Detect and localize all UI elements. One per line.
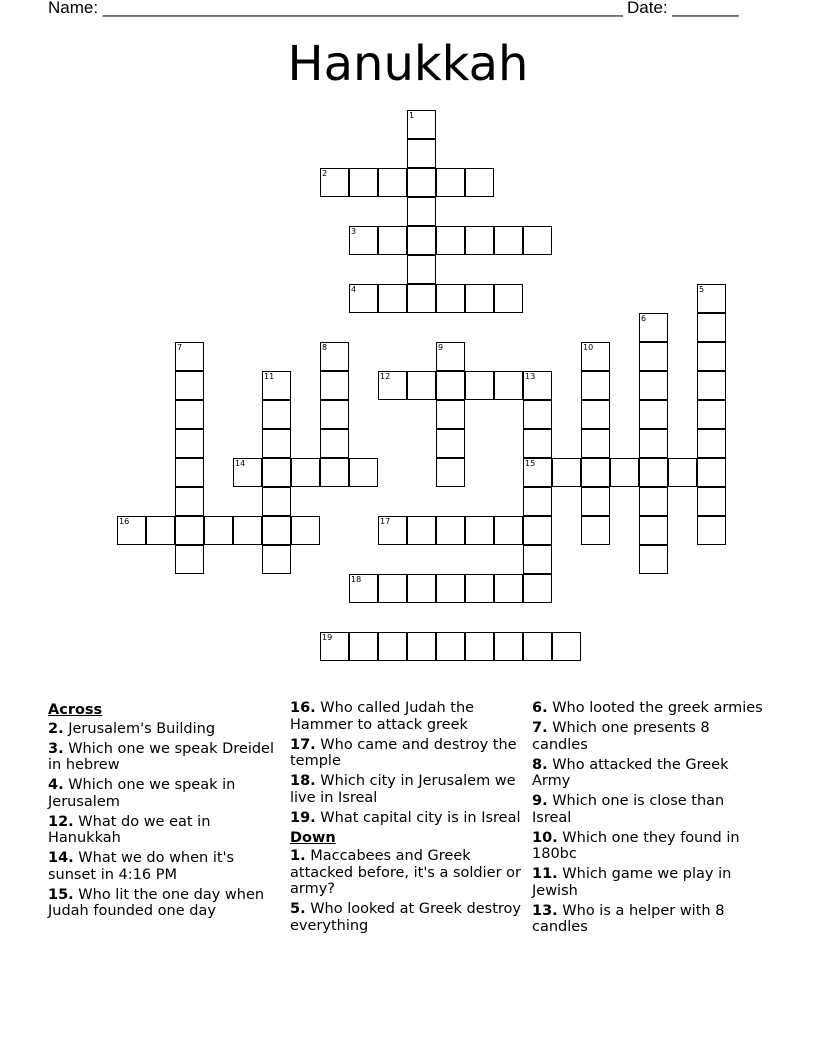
grid-cell[interactable] <box>378 168 407 197</box>
grid-cell[interactable] <box>494 226 523 255</box>
grid-cell[interactable] <box>436 371 465 400</box>
clue-number: 11. <box>532 866 558 882</box>
clue-down-9 <box>532 793 764 826</box>
grid-cell[interactable] <box>262 545 291 574</box>
clue-across-12 <box>48 814 280 847</box>
grid-cell[interactable] <box>378 284 407 313</box>
grid-cell[interactable] <box>407 226 436 255</box>
grid-cell[interactable] <box>262 487 291 516</box>
grid-cell[interactable] <box>639 400 668 429</box>
cell-number: 6 <box>641 314 647 323</box>
grid-cell[interactable] <box>639 429 668 458</box>
grid-cell[interactable] <box>407 574 436 603</box>
cell-number: 1 <box>409 111 415 120</box>
grid-cell[interactable] <box>697 342 726 371</box>
grid-cell[interactable] <box>465 168 494 197</box>
clue-number: 7. <box>532 720 548 736</box>
grid-cell[interactable] <box>552 458 581 487</box>
clue-text: Who is a helper with 8 candles <box>532 902 725 935</box>
grid-cell[interactable] <box>639 371 668 400</box>
clue-number: 15. <box>48 886 74 903</box>
cell-number: 13 <box>525 372 536 381</box>
grid-cell[interactable] <box>436 574 465 603</box>
grid-cell[interactable] <box>407 632 436 661</box>
clue-number: 19. <box>290 809 316 826</box>
clue-across-2 <box>48 721 280 738</box>
across-heading: Across <box>48 702 103 718</box>
grid-cell[interactable] <box>697 400 726 429</box>
grid-cell[interactable] <box>262 516 291 545</box>
grid-cell[interactable] <box>175 400 204 429</box>
grid-cell[interactable] <box>262 400 291 429</box>
grid-cell[interactable] <box>204 516 233 545</box>
grid-cell[interactable] <box>378 574 407 603</box>
grid-cell[interactable] <box>494 284 523 313</box>
grid-cell[interactable] <box>175 429 204 458</box>
down-heading: Down <box>290 829 336 846</box>
grid-cell[interactable] <box>697 487 726 516</box>
clue-text: Which one we speak Dreidel in hebrew <box>48 740 275 773</box>
grid-cell[interactable] <box>436 458 465 487</box>
grid-cell[interactable] <box>465 516 494 545</box>
clue-down-10 <box>532 830 764 863</box>
grid-cell[interactable] <box>175 516 204 545</box>
cell-number: 17 <box>380 517 391 526</box>
grid-cell[interactable] <box>697 429 726 458</box>
grid-cell[interactable] <box>436 516 465 545</box>
clue-text: Who came and destroy the temple <box>290 736 517 769</box>
page-title: Hanukkah <box>287 36 529 92</box>
grid-cell[interactable] <box>697 313 726 342</box>
cell-number: 4 <box>351 285 357 294</box>
clue-column-1 <box>48 700 280 923</box>
grid-cell[interactable] <box>581 371 610 400</box>
grid-cell[interactable] <box>465 574 494 603</box>
grid-cell[interactable] <box>175 545 204 574</box>
cell-number: 14 <box>235 459 246 468</box>
grid-cell[interactable] <box>494 371 523 400</box>
cell-number: 7 <box>177 343 183 352</box>
clue-text: Which city in Jerusalem we live in Isreal <box>290 773 516 806</box>
grid-cell[interactable] <box>233 516 262 545</box>
clue-across-19 <box>290 810 522 827</box>
clue-number: 17. <box>290 736 316 753</box>
clue-number: 14. <box>48 850 74 866</box>
cell-number: 12 <box>380 372 391 381</box>
grid-cell[interactable] <box>465 284 494 313</box>
grid-cell[interactable] <box>175 487 204 516</box>
grid-cell[interactable] <box>320 371 349 400</box>
grid-cell[interactable] <box>581 516 610 545</box>
cell-number: 5 <box>699 285 705 294</box>
grid-cell[interactable] <box>320 429 349 458</box>
grid-cell[interactable] <box>465 371 494 400</box>
grid-cell[interactable] <box>349 632 378 661</box>
grid-cell[interactable] <box>523 516 552 545</box>
clue-text: Which game we play in Jewish <box>532 866 732 899</box>
grid-cell[interactable] <box>407 139 436 168</box>
clue-text: Who looted the greek armies <box>552 700 763 716</box>
grid-cell[interactable] <box>436 632 465 661</box>
clue-across-15 <box>48 887 280 920</box>
clue-number: 1. <box>290 848 306 864</box>
clue-text: Which one is close than Isreal <box>532 793 725 826</box>
grid-cell[interactable] <box>668 458 697 487</box>
grid-cell[interactable] <box>465 632 494 661</box>
clue-number: 5. <box>290 901 306 917</box>
clue-text: Which one they found in 180bc <box>532 829 740 862</box>
grid-cell[interactable] <box>697 371 726 400</box>
grid-cell[interactable] <box>494 574 523 603</box>
clue-number: 13. <box>532 902 558 919</box>
cell-number: 2 <box>322 169 328 178</box>
grid-cell[interactable] <box>407 284 436 313</box>
grid-cell[interactable] <box>436 429 465 458</box>
clue-down-7 <box>532 720 764 753</box>
clue-number: 10. <box>532 829 558 846</box>
clue-text: Who attacked the Greek Army <box>532 756 729 789</box>
clue-across-14 <box>48 850 280 883</box>
grid-cell[interactable] <box>175 371 204 400</box>
clue-number: 2. <box>48 720 64 737</box>
grid-cell[interactable] <box>407 168 436 197</box>
grid-cell[interactable] <box>697 516 726 545</box>
grid-cell[interactable] <box>407 516 436 545</box>
cell-number: 19 <box>322 633 333 642</box>
clue-text: What capital city is in Isreal <box>320 809 521 826</box>
cell-number: 16 <box>119 517 130 526</box>
grid-cell[interactable] <box>407 197 436 226</box>
clue-across-3 <box>48 741 280 774</box>
grid-cell[interactable] <box>523 632 552 661</box>
grid-cell[interactable] <box>407 371 436 400</box>
clue-down-1 <box>290 848 522 898</box>
clue-number: 9. <box>532 793 548 809</box>
grid-cell[interactable] <box>639 458 668 487</box>
grid-cell[interactable] <box>465 226 494 255</box>
cell-number: 18 <box>351 575 362 584</box>
grid-cell[interactable] <box>349 458 378 487</box>
grid-cell[interactable] <box>639 342 668 371</box>
grid-cell[interactable] <box>291 458 320 487</box>
clue-number: 8. <box>532 756 548 773</box>
cell-number: 9 <box>438 343 444 352</box>
clue-across-16 <box>290 700 522 733</box>
grid-cell[interactable] <box>639 487 668 516</box>
grid-cell[interactable] <box>407 255 436 284</box>
clue-text: Which one presents 8 candles <box>532 720 710 753</box>
grid-cell[interactable] <box>436 400 465 429</box>
clue-down-11 <box>532 866 764 899</box>
clue-text: Jerusalem's Building <box>68 720 216 737</box>
grid-cell[interactable] <box>494 516 523 545</box>
clue-down-6 <box>532 700 764 717</box>
clue-number: 3. <box>48 740 64 757</box>
grid-cell[interactable] <box>436 284 465 313</box>
name-field-line: Name: _______________________________________________________ <box>48 0 623 17</box>
clue-across-17 <box>290 737 522 770</box>
grid-cell[interactable] <box>581 487 610 516</box>
grid-cell[interactable] <box>639 545 668 574</box>
grid-cell[interactable] <box>523 574 552 603</box>
cell-number: 15 <box>525 459 536 468</box>
grid-cell[interactable] <box>610 458 639 487</box>
grid-cell[interactable] <box>436 226 465 255</box>
clue-text: Maccabees and Greek attacked before, it's a soldier or army? <box>290 848 521 897</box>
grid-cell[interactable] <box>523 487 552 516</box>
grid-cell[interactable] <box>639 516 668 545</box>
grid-cell[interactable] <box>378 632 407 661</box>
grid-cell[interactable] <box>697 458 726 487</box>
cell-number: 11 <box>264 372 275 381</box>
grid-cell[interactable] <box>436 168 465 197</box>
clue-text: Who called Judah the Hammer to attack greek <box>290 700 475 733</box>
cell-number: 8 <box>322 343 328 352</box>
clue-number: 12. <box>48 813 74 830</box>
grid-cell[interactable] <box>349 168 378 197</box>
clue-text: Who lit the one day when Judah founded one day <box>48 886 265 919</box>
grid-cell[interactable] <box>523 226 552 255</box>
clue-across-4 <box>48 777 280 810</box>
clue-column-3 <box>532 700 764 939</box>
clue-down-5 <box>290 901 522 934</box>
clue-number: 6. <box>532 700 548 716</box>
grid-cell[interactable] <box>494 632 523 661</box>
grid-cell[interactable] <box>523 400 552 429</box>
grid-cell[interactable] <box>523 545 552 574</box>
date-field-line: Date: _______ <box>627 0 739 17</box>
clue-number: 16. <box>290 700 316 716</box>
clue-column-2 <box>290 700 522 938</box>
clue-number: 18. <box>290 773 316 789</box>
grid-cell[interactable] <box>581 458 610 487</box>
clue-down-13 <box>532 903 764 936</box>
clue-text: What we do when it's sunset in 4:16 PM <box>48 850 235 883</box>
grid-cell[interactable] <box>552 632 581 661</box>
clue-number: 4. <box>48 777 64 793</box>
grid-cell[interactable] <box>175 458 204 487</box>
grid-cell[interactable] <box>320 400 349 429</box>
clue-down-8 <box>532 757 764 790</box>
clue-text: Who looked at Greek destroy everything <box>290 901 521 934</box>
grid-cell[interactable] <box>581 400 610 429</box>
grid-cell[interactable] <box>320 458 349 487</box>
grid-cell[interactable] <box>378 226 407 255</box>
clue-across-18 <box>290 773 522 806</box>
clue-text: Which one we speak in Jerusalem <box>48 777 236 810</box>
grid-cell[interactable] <box>291 516 320 545</box>
grid-cell[interactable] <box>262 458 291 487</box>
grid-cell[interactable] <box>146 516 175 545</box>
clue-text: What do we eat in Hanukkah <box>48 813 211 846</box>
grid-cell[interactable] <box>262 429 291 458</box>
grid-cell[interactable] <box>581 429 610 458</box>
grid-cell[interactable] <box>523 429 552 458</box>
cell-number: 3 <box>351 227 357 236</box>
cell-number: 10 <box>583 343 594 352</box>
